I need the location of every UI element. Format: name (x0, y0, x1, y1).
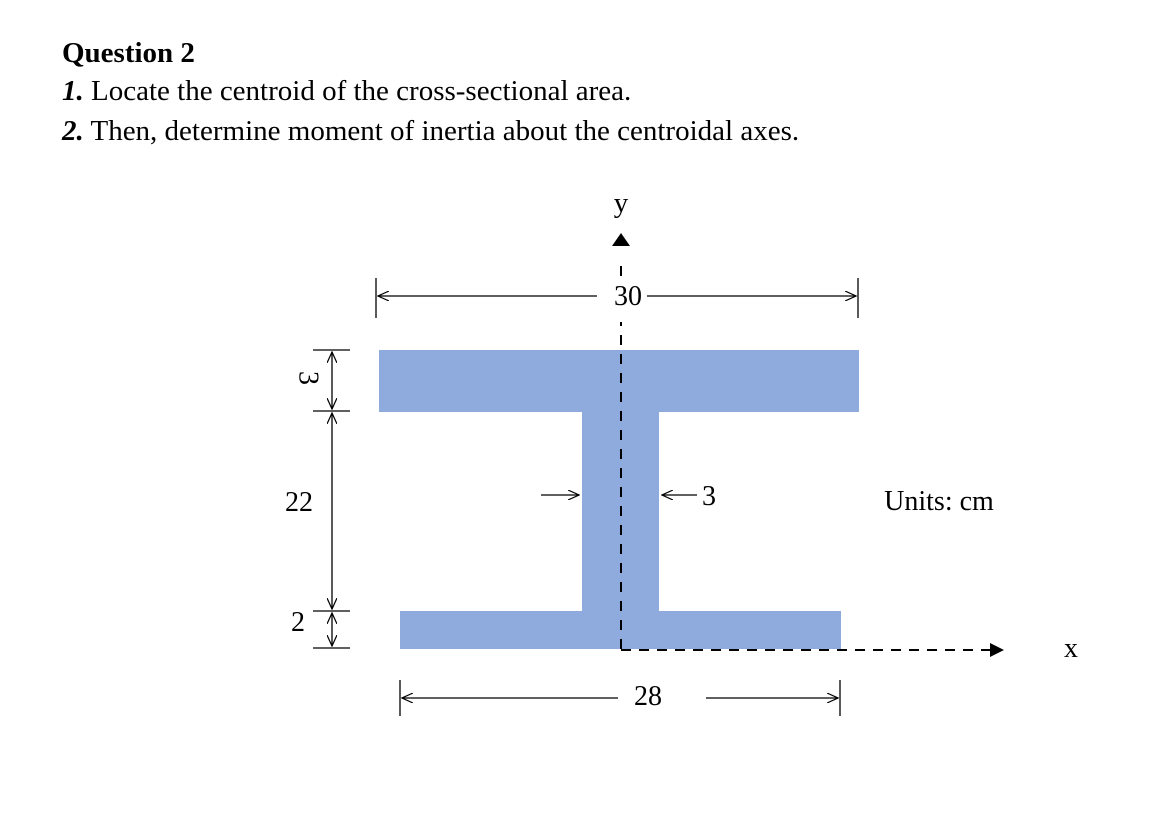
y-axis-label: y (613, 187, 629, 219)
question-item-2-text: Then, determine moment of inertia about the centroidal axes. (83, 115, 800, 147)
units-note: Units: cm (884, 486, 994, 517)
bottom-flange-thickness-label: 2 (291, 607, 305, 638)
web-thickness-label: 3 (702, 481, 716, 512)
y-axis-arrowhead (612, 233, 630, 246)
bottom-flange-width-label: 28 (634, 681, 662, 712)
top-flange-width-dimension (376, 278, 858, 318)
x-axis-label: x (1064, 633, 1078, 664)
question-title: Question 2 (62, 37, 195, 69)
i-beam-shape (379, 350, 859, 649)
top-flange (379, 350, 859, 412)
bottom-flange-width-dimension (400, 680, 840, 716)
top-flange-width-label: 30 (614, 281, 642, 312)
question-item-1-number: 1. (62, 75, 84, 107)
top-flange-thickness-label: 3 (292, 371, 324, 385)
web-height-label: 22 (285, 487, 313, 518)
question-item-1-text: Locate the centroid of the cross-sectional area. (83, 75, 632, 107)
question-item-2-number: 2. (62, 115, 84, 147)
x-axis-arrowhead (990, 643, 1004, 657)
vertical-dimension-chain (285, 350, 350, 648)
